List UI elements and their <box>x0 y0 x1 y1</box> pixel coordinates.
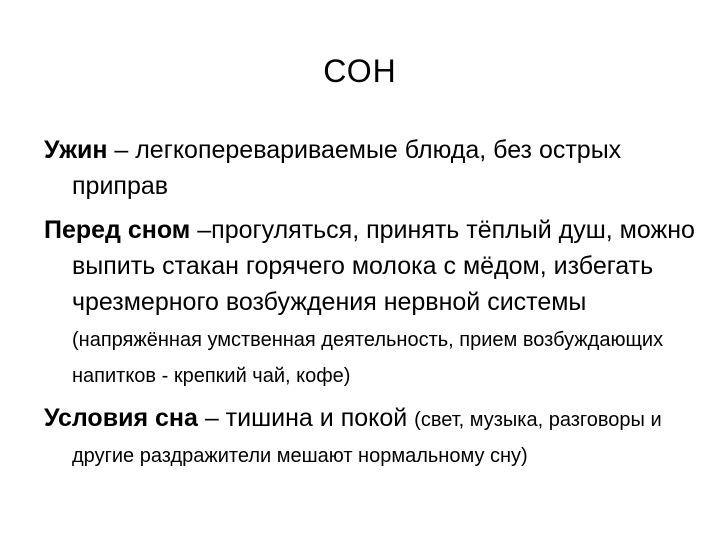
paragraph-note: (свет, музыка, разговоры и другие раздражители мешают нормальному сну) <box>72 409 662 467</box>
slide-title: СОН <box>323 53 397 89</box>
paragraph-label: Перед сном <box>44 216 191 244</box>
paragraph-label: Условия сна <box>44 404 198 432</box>
paragraph-dinner <box>44 132 714 204</box>
paragraph-text: –прогуляться, принять тёплый душ, можно выпить стакан горячего молока с мёдом, избегать чрезмерного возбуждения нервной системы <box>72 216 695 316</box>
paragraph-before-sleep <box>44 212 714 392</box>
paragraph-text: – легкоперевариваемые блюда, без острых приправ <box>72 136 622 200</box>
paragraph-text: – тишина и покой <box>197 404 415 432</box>
paragraph-sleep-conditions <box>44 400 714 472</box>
paragraph-label: Ужин <box>44 136 108 164</box>
paragraph-note: (напряжённая умственная деятельность, прием возбуждающих напитков - крепкий чай, кофе) <box>72 329 664 387</box>
slide-body <box>44 132 714 480</box>
